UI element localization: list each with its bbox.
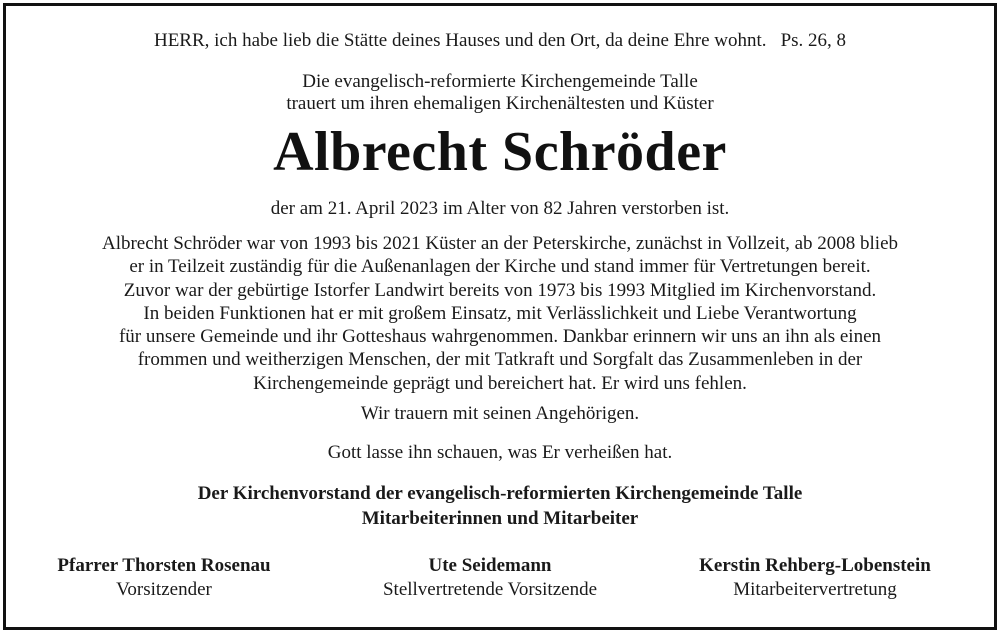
signatory-1 — [24, 555, 304, 601]
intro-line-2: trauert um ihren ehemaligen Kirchenältesten und Küster — [286, 93, 714, 114]
death-line: der am 21. April 2023 im Alter von 82 Jahren verstorben ist. — [270, 198, 730, 219]
tribute-line: Kirchengemeinde geprägt und bereichert hat. Er wird uns fehlen. — [253, 372, 747, 394]
deceased-name: Albrecht Schröder — [273, 121, 727, 183]
verse-text: HERR, ich habe lieb die Stätte deines Hauses und den Ort, da deine Ehre wohnt. — [153, 30, 767, 51]
signatory-name: Pfarrer Thorsten Rosenau — [57, 555, 271, 576]
board-line-1: Der Kirchenvorstand der evangelisch-reformierten Kirchengemeinde Talle — [197, 483, 803, 504]
tribute-text — [0, 232, 1000, 395]
tribute-line: In beiden Funktionen hat er mit großem Einsatz, mit Verlässlichkeit und Liebe Verantwortung — [143, 302, 857, 324]
blessing-line: Gott lasse ihn schauen, was Er verheißen hat. — [327, 442, 673, 463]
signatory-name: Kerstin Rehberg-Lobenstein — [699, 555, 931, 576]
signatory-2 — [340, 555, 640, 601]
intro-line-1: Die evangelisch-reformierte Kirchengemeinde Talle — [302, 71, 698, 92]
signatory-name: Ute Seidemann — [428, 555, 552, 576]
tribute-line: Albrecht Schröder war von 1993 bis 2021 Küster an der Peterskirche, zunächst in Vollzeit, ab 2008 blieb — [101, 233, 899, 254]
tribute-line: für unsere Gemeinde und ihr Gotteshaus wahrgenommen. Dankbar erinnern wir uns an ihn als einen — [118, 326, 882, 348]
tribute-line: frommen und weitherzigen Menschen, der mit Tatkraft und Sorgfalt das Zusammenleben in der — [137, 349, 863, 371]
signatory-title: Vorsitzender — [116, 579, 212, 600]
board-line-2: Mitarbeiterinnen und Mitarbeiter — [361, 508, 639, 529]
signatory-title: Mitarbeitervertretung — [733, 579, 897, 600]
tribute-line: er in Teilzeit zuständig für die Außenanlagen der Kirche und stand immer für Vertretungen bereit. — [129, 256, 871, 278]
tribute-line: Zuvor war der gebürtige Istorfer Landwirt bereits von 1973 bis 1993 Mitglied im Kirchenvorstand. — [123, 279, 877, 301]
mourning-line: Wir trauern mit seinen Angehörigen. — [360, 403, 640, 424]
verse-reference: Ps. 26, 8 — [780, 30, 847, 51]
signatory-title: Stellvertretende Vorsitzende — [382, 579, 598, 600]
signatory-3 — [650, 555, 980, 601]
bible-verse — [0, 30, 1000, 52]
